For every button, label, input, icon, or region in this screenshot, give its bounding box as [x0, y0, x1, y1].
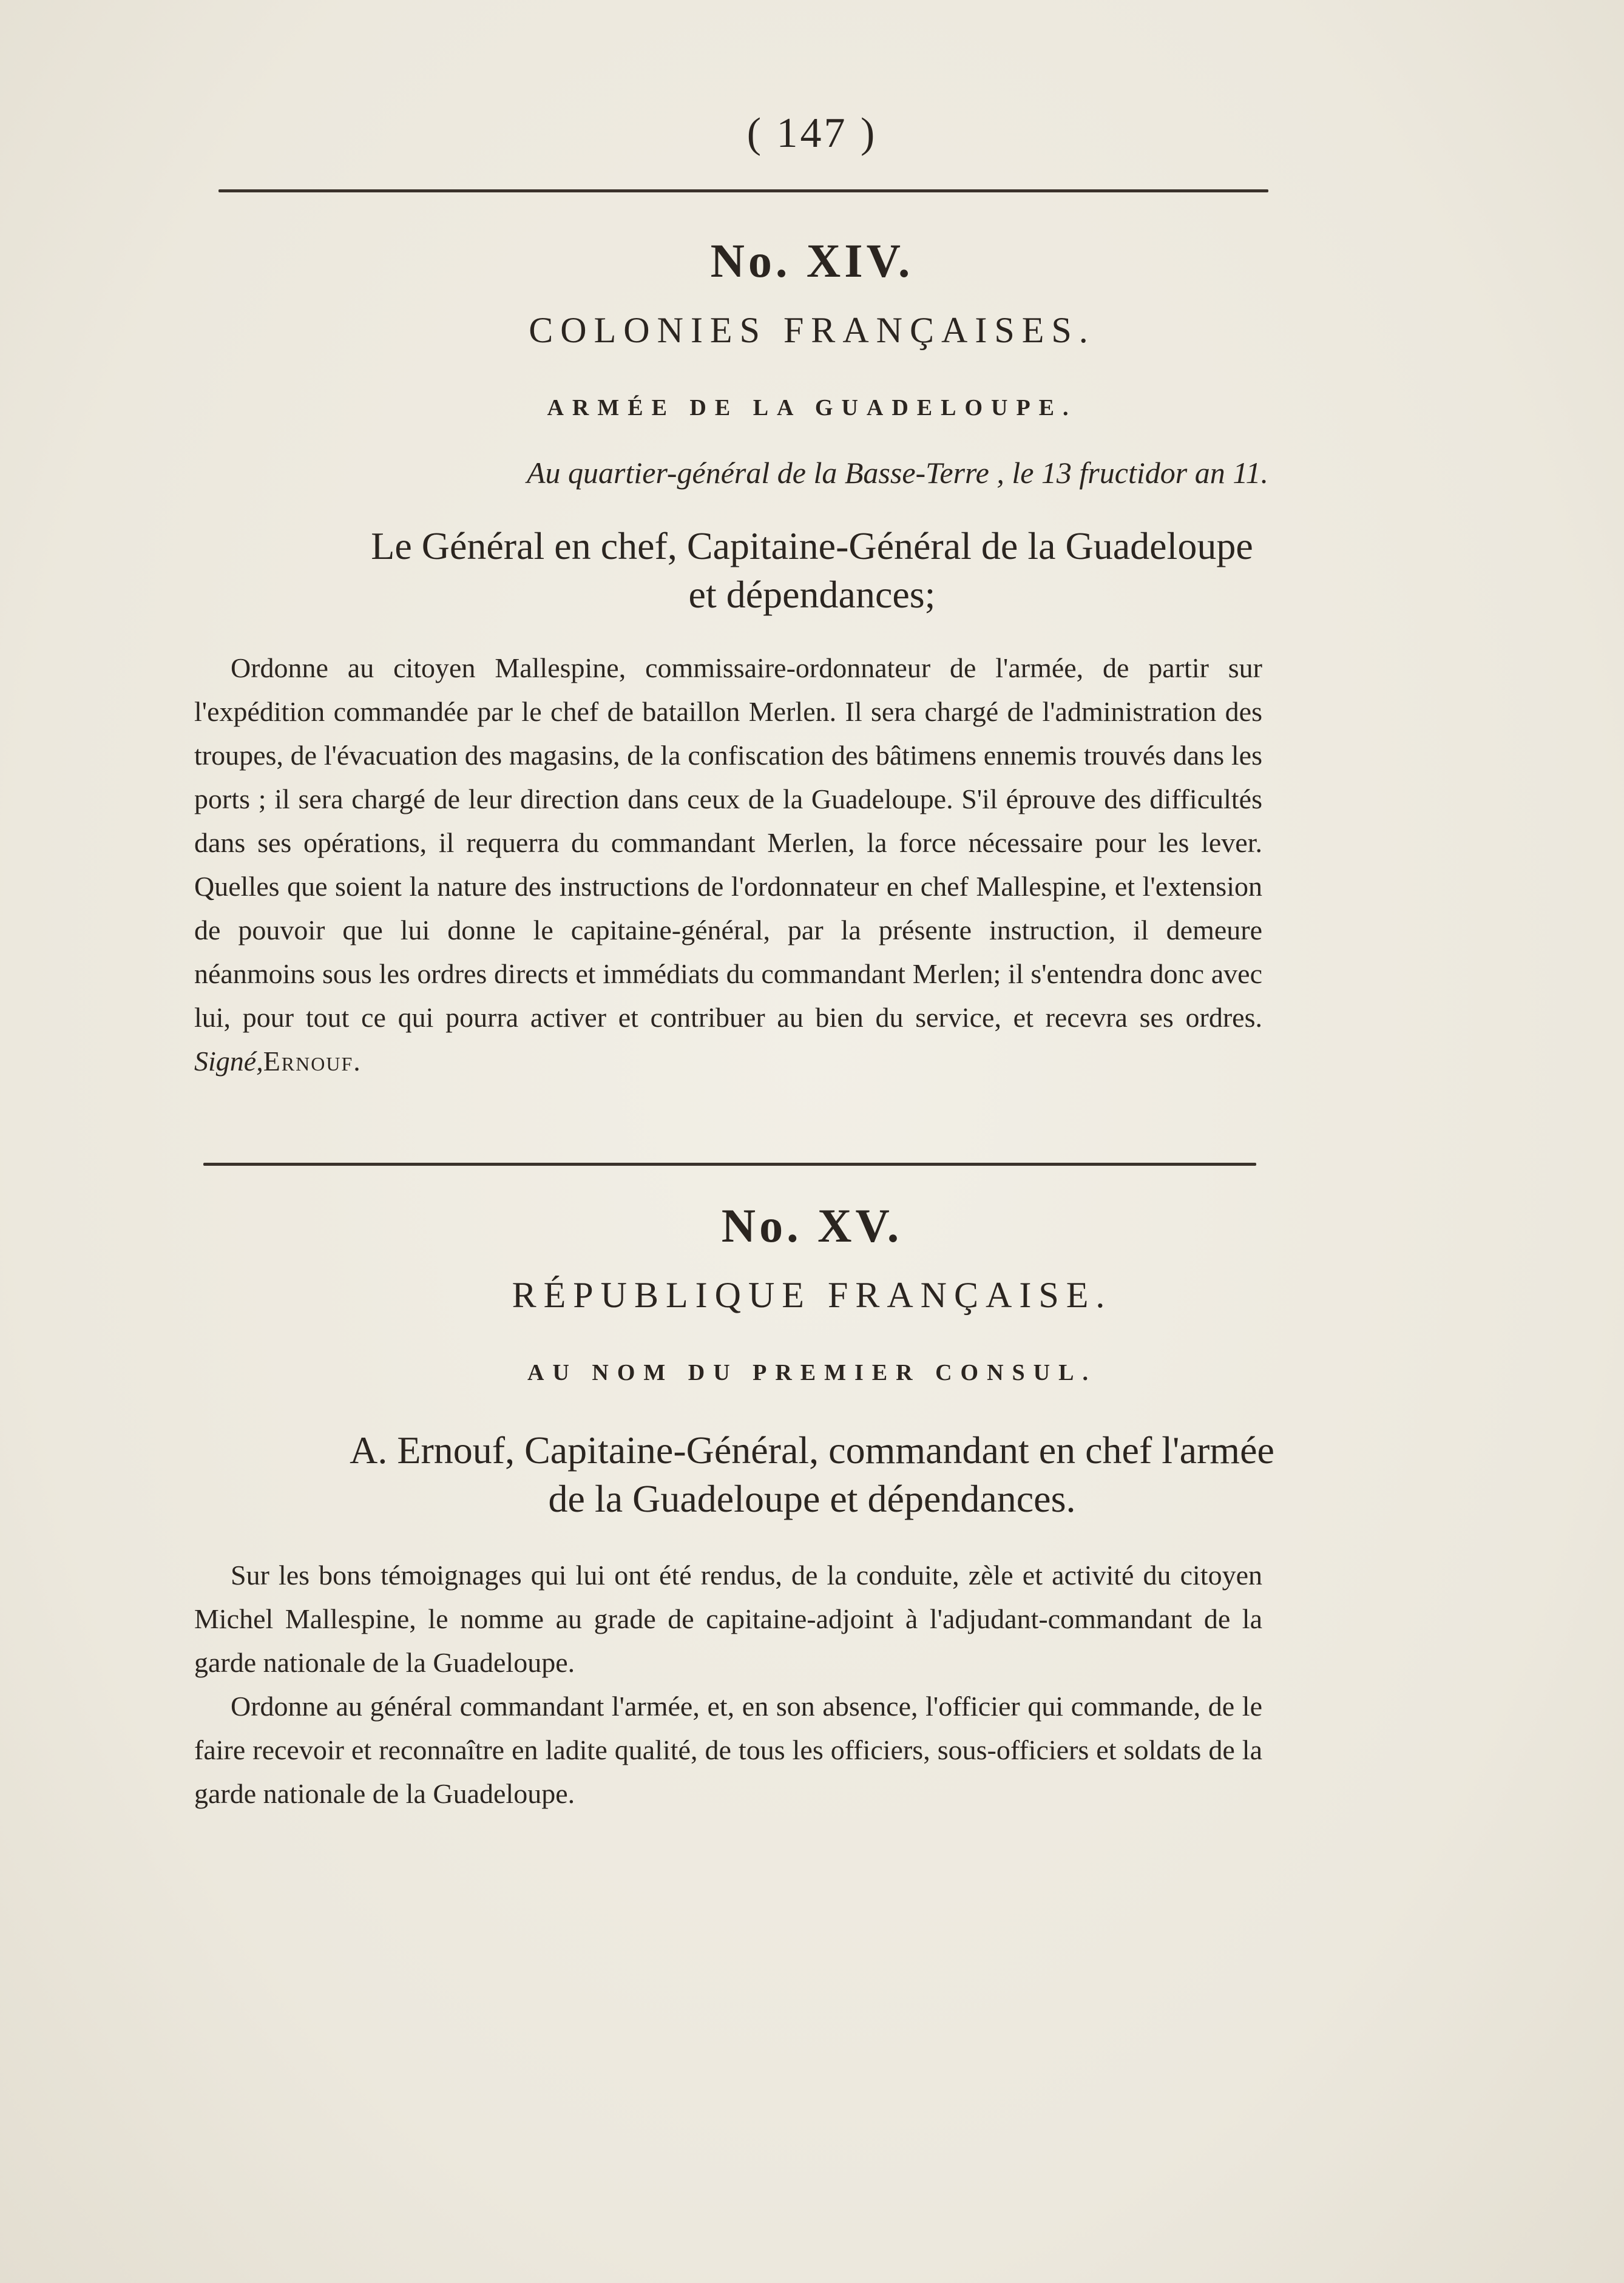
doc14-paragraph — [194, 646, 1262, 1083]
doc15-body — [194, 1554, 1262, 1816]
doc14-heading-line1: Le Général en chef, Capitaine-Général de la Guadeloupe — [371, 524, 1253, 567]
doc15-paragraph-1: Sur les bons témoignages qui lui ont été rendus, de la conduite, zèle et activité du citoyen Michel Mallespine, le nomme au grade de capitaine-adjoint à l'adjudant-commandant de la garde nationale de la Guadeloupe. — [194, 1560, 1262, 1678]
doc15-subtitle: AU NOM DU PREMIER CONSUL. — [527, 1360, 1097, 1385]
doc15-title: RÉPUBLIQUE FRANÇAISE. — [512, 1275, 1112, 1315]
doc15-paragraph-2: Ordonne au général commandant l'armée, et, en son absence, l'officier qui commande, de le faire recevoir et reconnaître en ladite qualité, de tous les officiers, sous-officiers et soldats de la garde nationale de la Guadeloupe. — [194, 1691, 1262, 1809]
doc15-numero: No. XV. — [721, 1199, 903, 1252]
doc15-heading-line1: A. Ernouf, Capitaine-Général, commandant en chef l'armée — [350, 1429, 1274, 1472]
doc14-body-text: Ordonne au citoyen Mallespine, commissaire-ordonnateur de l'armée, de partir sur l'expédition commandée par le chef de bataillon Merlen. Il sera chargé de l'administration des troupes, de l'évacuation des magasins, de la confiscation des bâtimens ennemis trouvés dans les ports ; il sera chargé de leur direction dans ceux de la Guadeloupe. S'il éprouve des difficultés dans ses opérations, il requerra du commandant Merlen, la force nécessaire pour les lever. Quelles que soient la nature des instructions de l'ordonnateur en chef Mallespine, et l'extension de pouvoir que lui donne le capitaine-général, par la présente instruction, il demeure néanmoins sous les ordres directs et immédiats du commandant Merlen; il s'entendra donc avec lui, pour tout ce qui pourra activer et contribuer au bien du service, et recevra ses ordres. — [194, 652, 1262, 1033]
doc14-heading-line2: et dépendances; — [688, 573, 936, 616]
doc14-body — [194, 646, 1262, 1083]
doc15-heading-line2: de la Guadeloupe et dépendances. — [548, 1477, 1076, 1520]
doc14-title: COLONIES FRANÇAISES. — [529, 310, 1095, 350]
middle-rule — [203, 1163, 1256, 1166]
doc14-subtitle: ARMÉE DE LA GUADELOUPE. — [547, 395, 1077, 421]
doc14-signed-label: Signé, — [194, 1046, 263, 1077]
top-rule — [218, 189, 1268, 192]
page-number: ( 147 ) — [746, 110, 878, 157]
doc14-numero: No. XIV. — [710, 234, 914, 287]
doc14-signer: Ernouf. — [263, 1046, 362, 1077]
doc14-dateline: Au quartier-général de la Basse-Terre , le 13 fructidor an 11. — [526, 456, 1268, 490]
